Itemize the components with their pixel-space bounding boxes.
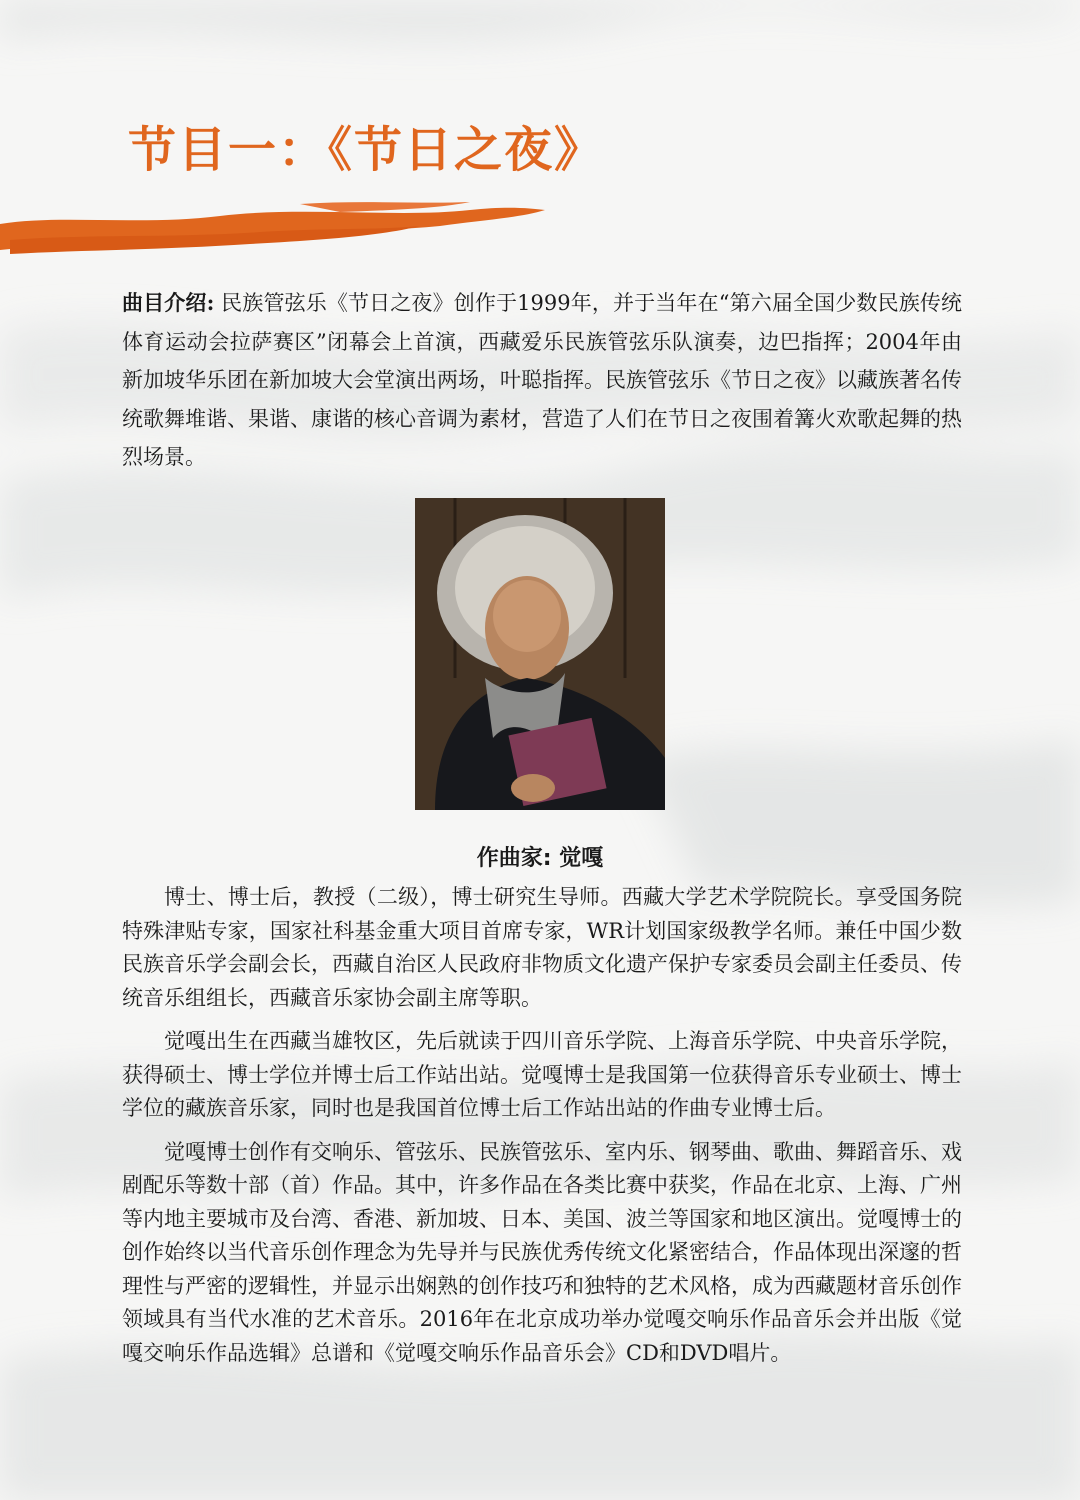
program-title: 节目一：《节日之夜》: [128, 122, 605, 178]
composer-biography: [122, 881, 962, 1380]
brush-stroke-decoration: [0, 196, 545, 256]
intro-label: 曲目介绍:: [122, 290, 215, 315]
composer-portrait: [415, 498, 665, 810]
bio-paragraph: 觉嘎出生在西藏当雄牧区，先后就读于四川音乐学院、上海音乐学院、中央音乐学院，获得硕士、博士学位并博士后工作站出站。觉嘎博士是我国第一位获得音乐专业硕士、博士学位的藏族音乐家，同时也是我国首位博士后工作站出站的作曲专业博士后。: [122, 1029, 962, 1120]
bio-paragraph: 觉嘎博士创作有交响乐、管弦乐、民族管弦乐、室内乐、钢琴曲、歌曲、舞蹈音乐、戏剧配乐等数十部（首）作品。其中，许多作品在各类比赛中获奖，作品在北京、上海、广州等内地主要城市及台湾、香港、新加坡、日本、美国、波兰等国家和地区演出。觉嘎博士的创作始终以当代音乐创作理念为先导并与民族优秀传统文化紧密结合，作品体现出深邃的哲理性与严密的逻辑性，并显示出娴熟的创作技巧和独特的艺术风格，成为西藏题材音乐创作领域具有当代水准的艺术音乐。2016年在北京成功举办觉嘎交响乐作品音乐会并出版《觉嘎交响乐作品选辑》总谱和《觉嘎交响乐作品音乐会》CD和DVD唱片。: [122, 1139, 962, 1365]
program-introduction: [122, 284, 962, 477]
bio-paragraph: 博士、博士后，教授（二级），博士研究生导师。西藏大学艺术学院院长。享受国务院特殊津贴专家，国家社科基金重大项目首席专家，WR计划国家级教学名师。兼任中国少数民族音乐学会副会长，西藏自治区人民政府非物质文化遗产保护专家委员会副主任委员、传统音乐组组长，西藏音乐家协会副主席等职。: [122, 885, 962, 1010]
intro-text: 民族管弦乐《节日之夜》创作于1999年，并于当年在“第六届全国少数民族传统体育运动会拉萨赛区”闭幕会上首演，西藏爱乐民族管弦乐队演奏，边巴指挥；2004年由新加坡华乐团在新加坡大会堂演出两场，叶聪指挥。民族管弦乐《节日之夜》以藏族著名传统歌舞堆谐、果谐、康谐的核心音调为素材，营造了人们在节日之夜围着篝火欢歌起舞的热烈场景。: [122, 291, 962, 469]
composer-caption: 作曲家: 觉嘎: [476, 846, 604, 871]
composer-photo-illustration: [415, 498, 665, 810]
